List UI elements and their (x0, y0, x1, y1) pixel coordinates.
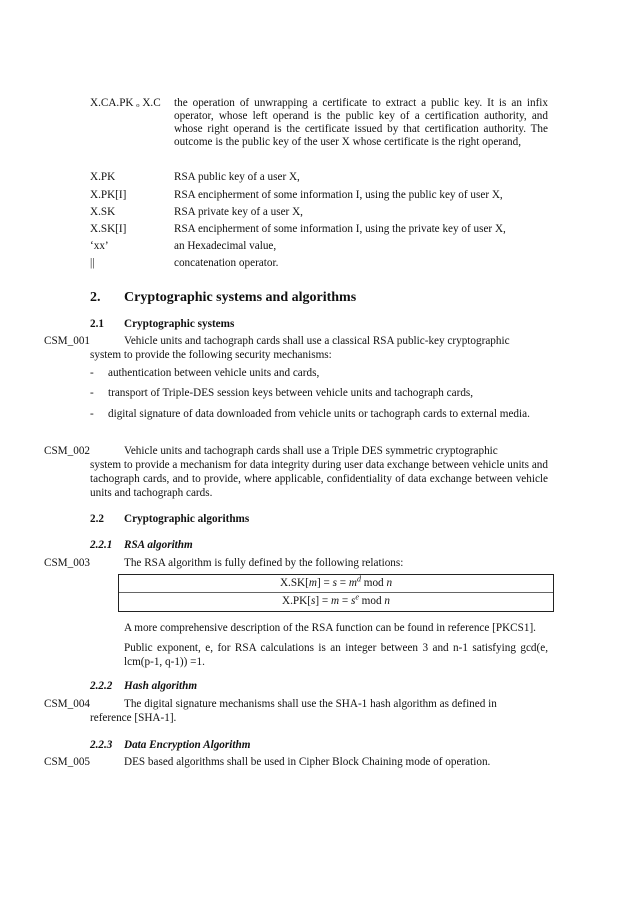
definition-term: X.SK (90, 206, 116, 218)
definition-desc: RSA public key of a user X, (174, 171, 300, 183)
subsection-number: 2.2 (90, 513, 104, 525)
subsubsection-number: 2.2.2 (90, 680, 113, 692)
list-item: transport of Triple-DES session keys between vehicle units and tachograph cards, (108, 387, 474, 399)
definition-desc: concatenation operator. (174, 257, 279, 269)
requirement-id: CSM_001 (44, 335, 91, 347)
subsubsection-title: Data Encryption Algorithm (124, 739, 251, 751)
definition-term: ‘xx’ (90, 240, 109, 252)
subsubsection-title: Hash algorithm (124, 680, 198, 692)
list-dash: - (90, 387, 94, 399)
requirement-id: CSM_002 (44, 445, 91, 457)
requirement-text: DES based algorithms shall be used in Cipher Block Chaining mode of operation. (124, 756, 491, 768)
requirement-text-first: Vehicle units and tachograph cards shall use a classical RSA public-key cryptographic (124, 335, 510, 347)
subsection-number: 2.1 (90, 318, 104, 330)
formula-line-public: $X.PK[s] = m = s^e$ mod n (282, 592, 390, 607)
definition-term: || (90, 257, 95, 269)
rsa-formula-box (118, 574, 554, 612)
paragraph: A more comprehensive description of the RSA function can be found in reference [PKCS1]. (124, 622, 536, 634)
requirement-text: system to provide the following security mechanisms: (90, 349, 332, 361)
definition-term: X.SK[I] (90, 223, 127, 235)
formula-divider (119, 592, 553, 593)
requirement-text-first: Vehicle units and tachograph cards shall use a Triple DES symmetric cryptographic (124, 445, 498, 457)
definition-desc: RSA encipherment of some information I, using the public key of user X, (174, 189, 503, 201)
section-number: 2. (90, 290, 101, 305)
definition-desc: RSA encipherment of some information I, using the private key of user X, (174, 223, 506, 235)
definition-term: X.PK (90, 171, 116, 183)
definition-desc: the operation of unwrapping a certificate to extract a public key. It is an infix operator, whose left operand is the public key of a certification authority, and whose right operand is the certificate issued by that certification authority. The outcome is the public key of the user X whose certificate is the right operand, (174, 97, 548, 148)
requirement-text: The RSA algorithm is fully defined by the following relations: (124, 557, 404, 569)
section-title: Cryptographic systems and algorithms (124, 290, 357, 305)
subsubsection-title: RSA algorithm (124, 539, 193, 551)
definition-desc: RSA private key of a user X, (174, 206, 303, 218)
requirement-text: reference [SHA-1]. (90, 712, 177, 724)
requirement-id: CSM_005 (44, 756, 91, 768)
list-dash: - (90, 408, 94, 420)
requirement-text: system to provide a mechanism for data integrity during user data exchange between vehicle units and tachograph cards, and to provide, where applicable, confidentiality of data exchange between vehicle units and tachograph cards. (90, 459, 548, 499)
definition-desc: an Hexadecimal value, (174, 240, 277, 252)
requirement-id: CSM_003 (44, 557, 91, 569)
requirement-id: CSM_004 (44, 698, 91, 710)
requirement-text-first: The digital signature mechanisms shall use the SHA-1 hash algorithm as defined in (124, 698, 497, 710)
definition-term: X.CA.PK ₒ X.C (90, 97, 161, 109)
subsubsection-number: 2.2.3 (90, 739, 113, 751)
list-dash: - (90, 367, 94, 379)
formula-line-private: $X.SK[m] = s = m^d$ mod n (279, 574, 393, 589)
definition-term: X.PK[I] (90, 189, 127, 201)
list-item: digital signature of data downloaded from vehicle units or tachograph cards to external media. (108, 408, 530, 420)
subsubsection-number: 2.2.1 (90, 539, 113, 551)
subsection-title: Cryptographic systems (124, 318, 235, 330)
subsection-title: Cryptographic algorithms (124, 513, 250, 525)
list-item: authentication between vehicle units and cards, (108, 367, 320, 379)
paragraph: Public exponent, e, for RSA calculations is an integer between 3 and n-1 satisfying gcd(e, lcm(p-1, q-1)) =1. (124, 642, 548, 668)
